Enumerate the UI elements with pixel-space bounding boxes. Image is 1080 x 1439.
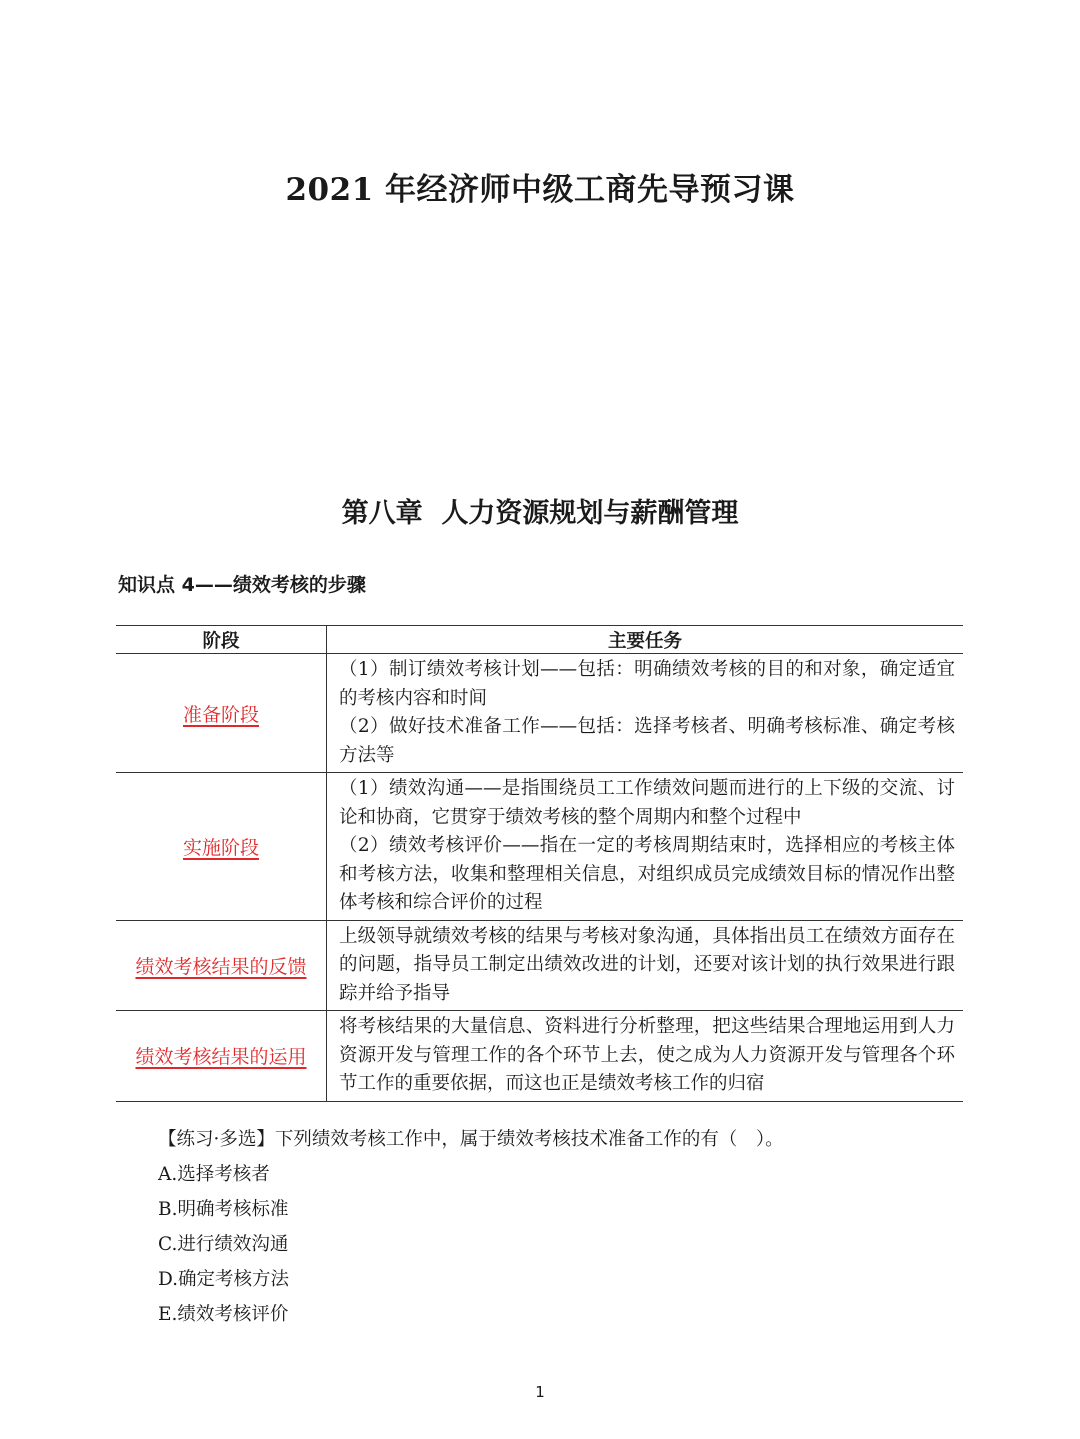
task-item: 上级领导就绩效考核的结果与考核对象沟通，具体指出员工在绩效方面存在的问题，指导员工制定出绩效改进的计划，还要对该计划的执行效果进行跟踪并给予指导 [339, 925, 955, 1004]
task-item: （1）制订绩效考核计划——包括：明确绩效考核的目的和对象，确定适宜的考核内容和时间 [339, 659, 955, 709]
task-item: （2）做好技术准备工作——包括：选择考核者、明确考核标准、确定考核方法等 [339, 716, 955, 766]
chapter-title: 第八章 人力资源规划与薪酬管理 [341, 498, 739, 529]
stage-name: 实施阶段 [182, 836, 259, 859]
performance-appraisal-steps-table [116, 625, 963, 1102]
stage-name: 绩效考核结果的运用 [135, 1046, 307, 1069]
stage-name: 准备阶段 [182, 703, 259, 726]
table-row [116, 654, 963, 773]
page-number: 1 [535, 1383, 545, 1401]
option-c: C.进行绩效沟通 [158, 1234, 289, 1255]
option-b: B.明确考核标准 [158, 1199, 289, 1220]
stage-cell [116, 654, 327, 773]
knowledge-point-heading: 知识点 4——绩效考核的步骤 [118, 574, 366, 596]
exercise-block [158, 1122, 978, 1332]
option-a: A.选择考核者 [158, 1164, 270, 1185]
stage-cell [116, 1011, 327, 1102]
task-item: （2）绩效考核评价——指在一定的考核周期结束时，选择相应的考核主体和考核方法，收集和整理相关信息，对组织成员完成绩效目标的情况作出整体考核和综合评价的过程 [339, 835, 955, 913]
stage-cell [116, 920, 327, 1011]
option-e: E.绩效考核评价 [158, 1304, 289, 1325]
table-row [116, 1011, 963, 1102]
exercise-question: 【练习·多选】下列绩效考核工作中，属于绩效考核技术准备工作的有（ ）。 [158, 1129, 784, 1150]
stage-name: 绩效考核结果的反馈 [135, 955, 307, 978]
task-cell [327, 773, 964, 921]
stage-cell [116, 773, 327, 921]
table-row [116, 773, 963, 921]
task-cell [327, 920, 964, 1011]
task-cell [327, 654, 964, 773]
task-item: 将考核结果的大量信息、资料进行分析整理，把这些结果合理地运用到人力资源开发与管理工作的各个环节上去，使之成为人力资源开发与管理各个环节工作的重要依据，而这也正是绩效考核工作的归宿 [339, 1016, 955, 1094]
table-header-row [116, 626, 963, 654]
document-title: 2021 年经济师中级工商先导预习课 [285, 172, 795, 208]
table-row [116, 920, 963, 1011]
task-item: （1）绩效沟通——是指围绕员工工作绩效问题而进行的上下级的交流、讨论和协商，它贯穿于绩效考核的整个周期内和整个过程中 [339, 778, 955, 828]
option-d: D.确定考核方法 [158, 1269, 290, 1290]
tasks-column-header: 主要任务 [327, 626, 964, 654]
stage-column-header: 阶段 [116, 626, 327, 654]
task-cell [327, 1011, 964, 1102]
